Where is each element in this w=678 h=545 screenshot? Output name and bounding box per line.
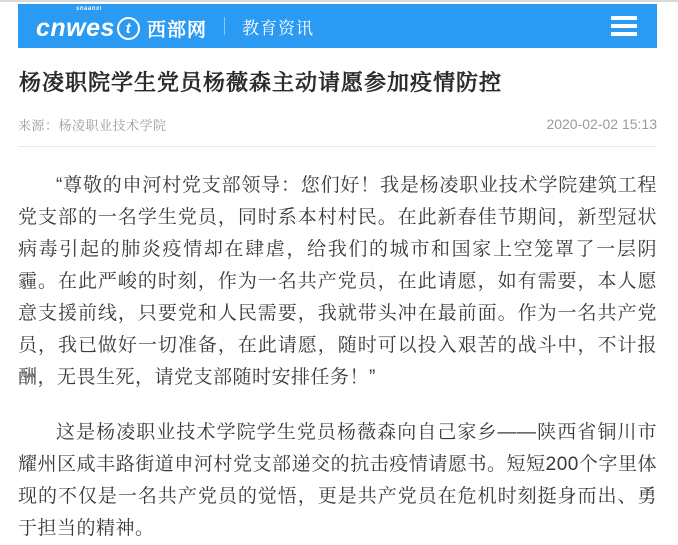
article-meta — [18, 115, 657, 134]
top-border — [0, 0, 678, 2]
section-label-link[interactable]: 教育资讯 — [241, 18, 314, 38]
logo-brand-text: cnwes — [36, 13, 115, 42]
article-datetime: 2020-02-02 15:13 — [546, 116, 657, 133]
logo-tagline: shaanxi — [76, 5, 102, 12]
site-logo[interactable] — [36, 5, 207, 43]
article-title: 杨凌职院学生党员杨薇森主动请愿参加疫情防控 — [19, 70, 503, 95]
logo-brand — [36, 14, 140, 43]
article-paragraph: 这是杨凌职业技术学院学生党员杨薇森向自己家乡——陕西省铜川市耀州区咸丰路街道申河村党支部递交的抗击疫情请愿书。短短200个字里体现的不仅是一名共产党员的觉悟，更是共产党员在危机时刻挺身而出、勇于担当的精神。 — [18, 421, 657, 539]
logo-circle-t: t — [117, 17, 140, 40]
logo-site-name: 西部网 — [146, 19, 207, 41]
article-source: 来源：杨凌职业技术学院 — [18, 117, 167, 133]
site-header — [18, 4, 657, 48]
meta-divider — [18, 146, 657, 147]
article-paragraph: “尊敬的申河村党支部领导：您们好！我是杨凌职业技术学院建筑工程党支部的一名学生党员，同时系本村村民。在此新春佳节期间，新型冠状病毒引起的肺炎疫情却在肆虐，给我们的城市和国家上空笼罩了一层阴霾。在此严峻的时刻，作为一名共产党员，在此请愿，如有需要，本人愿意支援前线，只要党和人民需要，我就带头冲在最前面。作为一名共产党员，我已做好一切准备，在此请愿，随时可以投入艰苦的战斗中，不计报酬，无畏生死，请党支部随时安排任务！” — [18, 174, 657, 388]
header-divider — [224, 17, 225, 35]
hamburger-menu-icon[interactable] — [611, 16, 637, 36]
hamburger-bar — [611, 32, 637, 36]
hamburger-bar — [611, 16, 637, 20]
hamburger-bar — [611, 24, 637, 28]
article-body — [18, 170, 657, 545]
